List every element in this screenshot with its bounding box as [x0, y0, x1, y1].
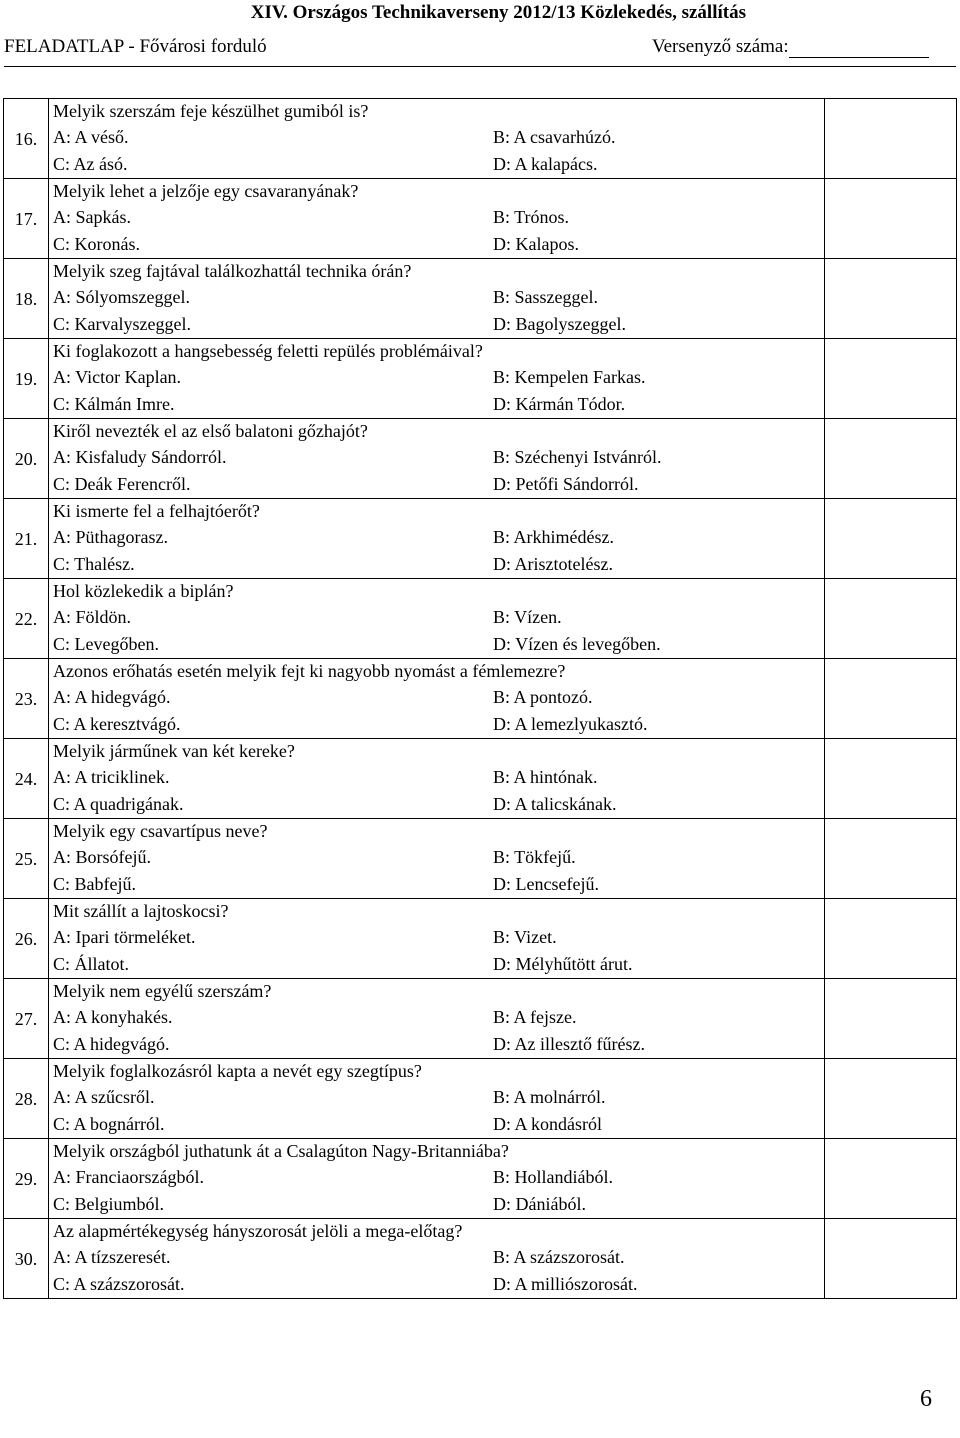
answer-box[interactable]	[825, 899, 957, 979]
answer-box[interactable]	[825, 339, 957, 419]
competitor-number-field	[652, 36, 929, 58]
question-row	[4, 419, 957, 499]
option-a: A: A triciklinek.	[53, 767, 170, 787]
question-text: Ki foglakozott a hangsebesség feletti repülés problémáival?	[53, 341, 483, 361]
question-row	[4, 339, 957, 419]
answer-box[interactable]	[825, 1139, 957, 1219]
option-d: D: Petőfi Sándorról.	[493, 474, 639, 494]
option-d: D: A kondásról	[493, 1114, 603, 1134]
option-a: A: Ipari törmeléket.	[53, 927, 196, 947]
question-body	[49, 1219, 825, 1299]
option-c: C: Belgiumból.	[53, 1194, 165, 1214]
question-text: Mit szállít a lajtoskocsi?	[53, 901, 229, 921]
option-c: C: Thalész.	[53, 554, 135, 574]
question-body	[49, 179, 825, 259]
question-text: Melyik nem egyélű szerszám?	[53, 981, 272, 1001]
question-body	[49, 339, 825, 419]
question-table	[3, 98, 957, 1299]
answer-box[interactable]	[825, 419, 957, 499]
question-body	[49, 979, 825, 1059]
option-b: B: Tökfejű.	[493, 847, 576, 867]
option-b: B: A százszorosát.	[493, 1247, 625, 1267]
question-number: 26.	[4, 899, 49, 979]
option-a: A: A tízszeresét.	[53, 1247, 171, 1267]
question-text: Melyik foglalkozásról kapta a nevét egy szegtípus?	[53, 1061, 422, 1081]
option-c: C: A quadrigának.	[53, 794, 184, 814]
question-body	[49, 739, 825, 819]
question-number: 23.	[4, 659, 49, 739]
option-c: C: A keresztvágó.	[53, 714, 181, 734]
question-row	[4, 179, 957, 259]
option-b: B: A molnárról.	[493, 1087, 606, 1107]
option-b: B: Trónos.	[493, 207, 570, 227]
option-c: C: A bognárról.	[53, 1114, 165, 1134]
question-table-body	[4, 99, 957, 1299]
question-number: 22.	[4, 579, 49, 659]
answer-box[interactable]	[825, 99, 957, 179]
option-c: C: Koronás.	[53, 234, 140, 254]
answer-box[interactable]	[825, 659, 957, 739]
question-text: Az alapmértékegység hányszorosát jelöli a mega-előtag?	[53, 1221, 463, 1241]
question-number: 19.	[4, 339, 49, 419]
question-row	[4, 979, 957, 1059]
option-d: D: Kármán Tódor.	[493, 394, 626, 414]
option-d: D: Dániából.	[493, 1194, 586, 1214]
question-row	[4, 259, 957, 339]
option-d: D: Bagolyszeggel.	[493, 314, 626, 334]
option-a: A: A véső.	[53, 127, 129, 147]
question-row	[4, 1059, 957, 1139]
option-d: D: A lemezlyukasztó.	[493, 714, 648, 734]
question-row	[4, 659, 957, 739]
option-a: A: A szűcsről.	[53, 1087, 155, 1107]
question-row	[4, 819, 957, 899]
question-number: 29.	[4, 1139, 49, 1219]
option-d: D: Az illesztő fűrész.	[493, 1034, 645, 1054]
question-number: 16.	[4, 99, 49, 179]
question-row	[4, 739, 957, 819]
question-body	[49, 499, 825, 579]
answer-box[interactable]	[825, 259, 957, 339]
question-number: 20.	[4, 419, 49, 499]
answer-box[interactable]	[825, 739, 957, 819]
option-d: D: Vízen és levegőben.	[493, 634, 661, 654]
question-body	[49, 659, 825, 739]
title-text: XIV. Országos Technikaverseny 2012/13 Közlekedés, szállítás	[250, 2, 746, 23]
answer-box[interactable]	[825, 499, 957, 579]
question-number: 27.	[4, 979, 49, 1059]
option-b: B: A csavarhúzó.	[493, 127, 616, 147]
question-row	[4, 579, 957, 659]
option-c: C: Karvalyszeggel.	[53, 314, 191, 334]
question-body	[49, 1059, 825, 1139]
question-text: Melyik járműnek van két kereke?	[53, 741, 295, 761]
question-text: Melyik szerszám feje készülhet gumiból is?	[53, 101, 369, 121]
option-c: C: Deák Ferencről.	[53, 474, 191, 494]
option-a: A: Kisfaludy Sándorról.	[53, 447, 227, 467]
option-b: B: Kempelen Farkas.	[493, 367, 646, 387]
answer-box[interactable]	[825, 979, 957, 1059]
option-d: D: A talicskának.	[493, 794, 617, 814]
question-row	[4, 899, 957, 979]
question-body	[49, 1139, 825, 1219]
option-a: A: Földön.	[53, 607, 132, 627]
question-body	[49, 579, 825, 659]
question-number: 28.	[4, 1059, 49, 1139]
option-c: C: Kálmán Imre.	[53, 394, 175, 414]
option-a: A: Borsófejű.	[53, 847, 151, 867]
option-c: C: Babfejű.	[53, 874, 136, 894]
question-text: Melyik szeg fajtával találkozhattál technika órán?	[53, 261, 412, 281]
question-row	[4, 499, 957, 579]
option-a: A: A konyhakés.	[53, 1007, 173, 1027]
option-a: A: Püthagorasz.	[53, 527, 168, 547]
question-row	[4, 1139, 957, 1219]
option-a: A: Franciaországból.	[53, 1167, 204, 1187]
question-text: Ki ismerte fel a felhajtóerőt?	[53, 501, 260, 521]
option-a: A: Sapkás.	[53, 207, 131, 227]
document-title	[0, 2, 960, 24]
option-a: A: Victor Kaplan.	[53, 367, 182, 387]
question-number: 25.	[4, 819, 49, 899]
answer-box[interactable]	[825, 179, 957, 259]
option-b: B: Hollandiából.	[493, 1167, 613, 1187]
option-c: C: Állatot.	[53, 954, 129, 974]
option-b: B: A fejsze.	[493, 1007, 577, 1027]
header-rule	[4, 66, 956, 67]
option-a: A: A hidegvágó.	[53, 687, 171, 707]
worksheet-label: FELADATLAP - Fővárosi forduló	[4, 36, 267, 57]
question-body	[49, 99, 825, 179]
question-text: Kiről nevezték el az első balatoni gőzhajót?	[53, 421, 368, 441]
question-number: 18.	[4, 259, 49, 339]
option-b: B: A pontozó.	[493, 687, 593, 707]
option-b: B: Vízen.	[493, 607, 562, 627]
question-body	[49, 419, 825, 499]
option-b: B: A hintónak.	[493, 767, 598, 787]
answer-box[interactable]	[825, 819, 957, 899]
question-text: Azonos erőhatás esetén melyik fejt ki nagyobb nyomást a fémlemezre?	[53, 661, 566, 681]
question-body	[49, 899, 825, 979]
answer-box[interactable]	[825, 1219, 957, 1299]
question-text: Hol közlekedik a biplán?	[53, 581, 234, 601]
answer-box[interactable]	[825, 1059, 957, 1139]
page-number: 6	[920, 1386, 932, 1412]
question-row	[4, 99, 957, 179]
option-a: A: Sólyomszeggel.	[53, 287, 190, 307]
option-c: C: A százszorosát.	[53, 1274, 185, 1294]
competitor-number-label: Versenyző száma:	[652, 36, 789, 57]
option-b: B: Sasszeggel.	[493, 287, 598, 307]
question-text: Melyik országból juthatunk át a Csalagúton Nagy-Britanniába?	[53, 1141, 509, 1161]
question-row	[4, 1219, 957, 1299]
answer-box[interactable]	[825, 579, 957, 659]
option-c: C: Levegőben.	[53, 634, 159, 654]
question-number: 17.	[4, 179, 49, 259]
option-d: D: A milliószorosát.	[493, 1274, 638, 1294]
option-d: D: Mélyhűtött árut.	[493, 954, 633, 974]
question-body	[49, 819, 825, 899]
option-c: C: Az ásó.	[53, 154, 128, 174]
document-subheader	[4, 36, 956, 62]
question-number: 30.	[4, 1219, 49, 1299]
option-d: D: Arisztotelész.	[493, 554, 613, 574]
option-b: B: Vizet.	[493, 927, 557, 947]
option-b: B: Széchenyi Istvánról.	[493, 447, 662, 467]
question-text: Melyik egy csavartípus neve?	[53, 821, 268, 841]
option-d: D: A kalapács.	[493, 154, 598, 174]
question-body	[49, 259, 825, 339]
question-text: Melyik lehet a jelzője egy csavaranyának?	[53, 181, 359, 201]
option-c: C: A hidegvágó.	[53, 1034, 170, 1054]
option-d: D: Lencsefejű.	[493, 874, 599, 894]
competitor-number-blank	[789, 39, 929, 58]
option-b: B: Arkhimédész.	[493, 527, 614, 547]
option-d: D: Kalapos.	[493, 234, 579, 254]
question-number: 24.	[4, 739, 49, 819]
question-number: 21.	[4, 499, 49, 579]
